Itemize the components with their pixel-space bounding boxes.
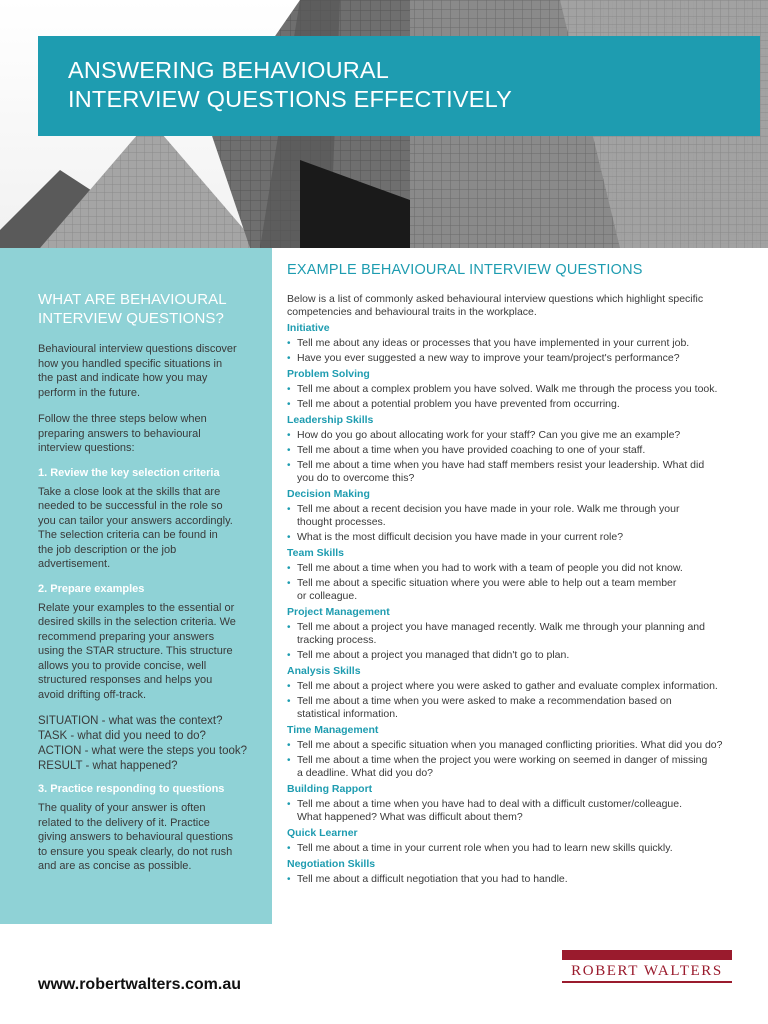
question-line: • Tell me about a time when you have provided coaching to one of your staff.: [297, 444, 646, 456]
question-section: [287, 488, 757, 544]
sidebar-intro: [38, 342, 250, 400]
question-line: • Tell me about a recent decision you have made in your role. Walk me through your: [297, 503, 680, 515]
step-2-title: 2. Prepare examples: [38, 582, 145, 595]
question-line: • Tell me about a specific situation where you were able to help out a team member: [297, 577, 677, 589]
robert-walters-logo: [562, 950, 732, 992]
page-title-line-1: ANSWERING BEHAVIOURAL: [68, 57, 390, 83]
question-item: [287, 352, 757, 365]
section-title: Quick Learner: [287, 827, 358, 839]
sidebar-heading: [38, 290, 250, 328]
step-3-text: [38, 801, 250, 874]
question-line: • Tell me about a time in your current role when you had to learn new skills quickly.: [297, 842, 673, 854]
text-line: Take a close look at the skills that are: [38, 485, 221, 498]
star-action: ACTION - what were the steps you took?: [38, 745, 248, 757]
text-line: desired skills in the selection criteria. We: [38, 616, 236, 628]
question-line: you do to overcome this?: [297, 472, 415, 484]
text-line: competencies and behavioural traits in the workplace.: [287, 306, 537, 318]
text-line: the job description or the job: [38, 543, 177, 556]
text-line: Behavioural interview questions discover: [38, 343, 237, 355]
question-line: thought processes.: [297, 516, 386, 528]
section-title: Analysis Skills: [287, 665, 361, 677]
question-item: [287, 337, 757, 350]
question-line: • Tell me about a potential problem you have prevented from occurring.: [297, 398, 620, 410]
question-line: or colleague.: [297, 590, 358, 602]
section-title: Decision Making: [287, 488, 370, 500]
text-line: Below is a list of commonly asked behavioural interview questions which highlight specific: [287, 293, 704, 305]
logo-wordmark: ROBERT WALTERS: [571, 963, 723, 979]
text-line: you can tailor your answers accordingly.: [38, 514, 233, 527]
question-item: [287, 444, 757, 457]
star-situation: SITUATION - what was the context?: [38, 715, 223, 727]
question-item: [287, 873, 757, 886]
question-item: [287, 842, 757, 855]
text-line: preparing answers to behavioural: [38, 427, 201, 440]
text-line: needed to be successful in the role so: [38, 500, 223, 512]
text-line: related to the delivery of it. Practice: [38, 816, 210, 829]
question-line: • Tell me about a time when you have had to deal with a difficult customer/colleague.: [297, 798, 683, 810]
logo-bar-bottom: [562, 981, 732, 983]
question-item: [287, 621, 757, 647]
text-line: how you handled specific situations in: [38, 357, 223, 370]
main-heading: EXAMPLE BEHAVIOURAL INTERVIEW QUESTIONS: [287, 262, 643, 278]
page-title-line-2: INTERVIEW QUESTIONS EFFECTIVELY: [68, 86, 513, 112]
text-line: the past and indicate how you may: [38, 372, 208, 384]
question-item: [287, 562, 757, 575]
step-1-text: [38, 485, 250, 572]
question-item: [287, 739, 757, 752]
star-structure: [38, 714, 250, 774]
question-section: [287, 724, 757, 780]
question-line: statistical information.: [297, 708, 398, 720]
text-line: interview questions:: [38, 442, 135, 454]
text-line: Follow the three steps below when: [38, 413, 207, 425]
question-line: • Tell me about a time when you have had staff members resist your leadership. What did: [297, 459, 705, 471]
text-line: recommend preparing your answers: [38, 630, 215, 643]
question-line: • Tell me about a project you have managed recently. Walk me through your planning and: [297, 621, 705, 633]
text-line: to ensure you speak clearly, do not rush: [38, 845, 233, 858]
text-line: The selection criteria can be found in: [38, 529, 218, 541]
question-line: tracking process.: [297, 634, 377, 646]
question-section: [287, 547, 757, 603]
main-intro: [287, 293, 757, 319]
question-item: [287, 459, 757, 485]
question-section: [287, 414, 757, 485]
question-item: [287, 695, 757, 721]
section-title: Leadership Skills: [287, 414, 374, 426]
question-section: [287, 665, 757, 721]
logo-bar-top: [562, 950, 732, 960]
step-3-title: 3. Practice responding to questions: [38, 783, 225, 795]
question-line: • Have you ever suggested a new way to improve your team/project's performance?: [297, 352, 680, 364]
question-item: [287, 577, 757, 603]
question-line: • Tell me about a time when you had to work with a team of people you did not know.: [297, 562, 683, 574]
question-item: [287, 503, 757, 529]
text-line: The quality of your answer is often: [38, 802, 206, 814]
section-title: Negotiation Skills: [287, 858, 376, 870]
question-line: • Tell me about a specific situation when you managed conflicting priorities. What did you do?: [297, 739, 723, 751]
question-line: • Tell me about a project where you were asked to gather and evaluate complex information.: [297, 680, 718, 692]
question-section: [287, 783, 757, 824]
text-line: using the STAR structure. This structure: [38, 645, 233, 657]
question-line: • How do you go about allocating work for your staff? Can you give me an example?: [297, 429, 681, 441]
text-line: Relate your examples to the essential or: [38, 601, 235, 614]
title-banner: [38, 36, 760, 136]
section-title: Time Management: [287, 724, 379, 736]
question-section: [287, 827, 757, 855]
question-section: [287, 858, 757, 886]
question-line: • Tell me about a project you managed that didn't go to plan.: [297, 649, 570, 661]
text-line: avoid drifting off-track.: [38, 688, 147, 701]
section-title: Project Management: [287, 606, 390, 618]
section-title: Building Rapport: [287, 783, 373, 795]
sidebar-steps-intro: [38, 412, 250, 456]
question-line: a deadline. What did you do?: [297, 767, 434, 779]
question-line: • Tell me about a time when you were asked to make a recommendation based on: [297, 695, 672, 707]
sidebar-heading-line: INTERVIEW QUESTIONS?: [38, 310, 224, 327]
question-line: What happened? What was difficult about them?: [297, 811, 523, 823]
text-line: structured responses and helps you: [38, 674, 213, 686]
sidebar-panel: [0, 248, 272, 924]
question-item: [287, 531, 757, 544]
question-item: [287, 429, 757, 442]
star-task: TASK - what did you need to do?: [38, 730, 206, 742]
question-line: • What is the most difficult decision you have made in your current role?: [297, 531, 624, 543]
question-section: [287, 322, 757, 365]
main-content: [287, 262, 757, 888]
step-1-title: 1. Review the key selection criteria: [38, 466, 220, 479]
question-line: • Tell me about a time when the project you were working on seemed in danger of missing: [297, 754, 708, 766]
section-title: Problem Solving: [287, 368, 370, 380]
text-line: perform in the future.: [38, 386, 141, 399]
question-item: [287, 649, 757, 662]
question-sections: [287, 322, 757, 886]
star-result: RESULT - what happened?: [38, 760, 178, 772]
text-line: allows you to provide concise, well: [38, 659, 207, 672]
text-line: giving answers to behavioural questions: [38, 831, 234, 843]
question-section: [287, 606, 757, 662]
question-item: [287, 398, 757, 411]
question-line: • Tell me about a complex problem you have solved. Walk me through the process you took.: [297, 383, 718, 395]
question-item: [287, 798, 757, 824]
question-item: [287, 754, 757, 780]
question-item: [287, 680, 757, 693]
sidebar-heading-line: WHAT ARE BEHAVIOURAL: [38, 291, 227, 308]
question-section: [287, 368, 757, 411]
website-url[interactable]: www.robertwalters.com.au: [38, 976, 242, 993]
question-line: • Tell me about any ideas or processes that you have implemented in your current job.: [297, 337, 690, 349]
question-line: • Tell me about a difficult negotiation that you had to handle.: [297, 873, 568, 885]
section-title: Initiative: [287, 322, 330, 334]
section-title: Team Skills: [287, 547, 345, 559]
step-2-text: [38, 601, 250, 703]
text-line: advertisement.: [38, 558, 111, 570]
question-item: [287, 383, 757, 396]
text-line: and are as concise as possible.: [38, 860, 192, 872]
